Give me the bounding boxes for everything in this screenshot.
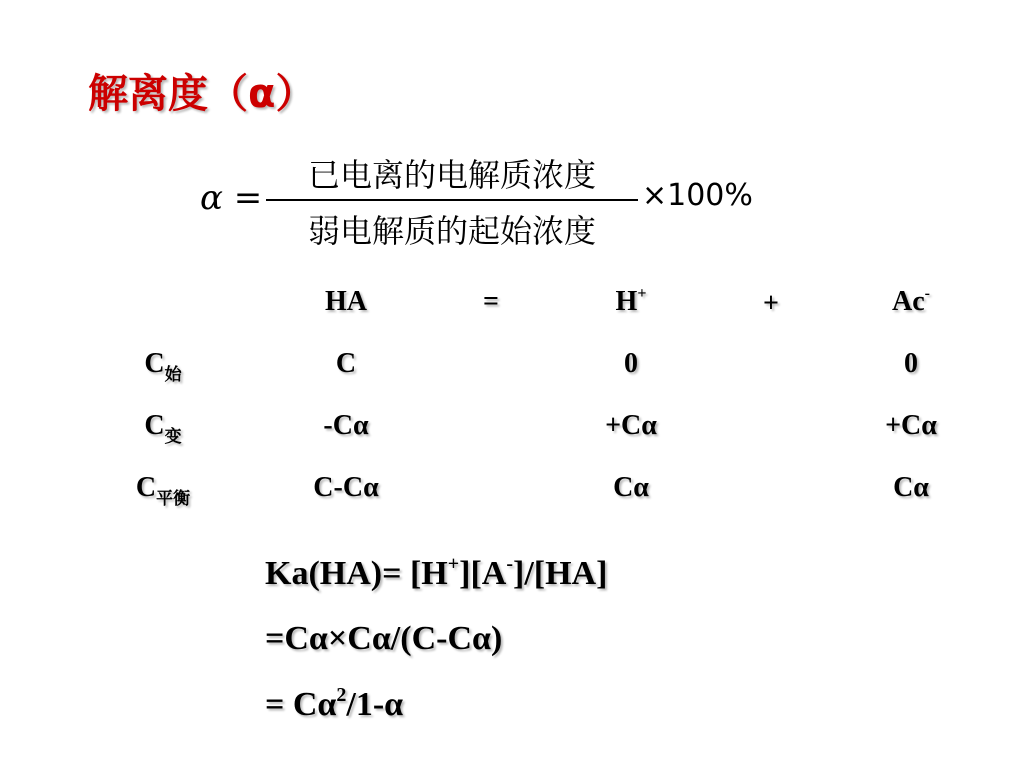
header-ha: HA <box>325 286 367 317</box>
alpha-formula <box>200 150 780 250</box>
row-label-change: $C_变$ <box>144 410 182 447</box>
formula-lhs: α = <box>200 178 263 218</box>
ka-expression-line1: Ka(HA)= [H+][A-]/[HA] <box>265 553 608 592</box>
row-initial-ha: C <box>335 348 357 379</box>
row-label-initial: $C_始$ <box>144 348 182 385</box>
row-equilibrium-ac: Cα <box>893 472 929 503</box>
header-ac-ion: Ac- <box>892 285 930 317</box>
row-equilibrium-ha: C-Cα <box>313 472 379 503</box>
row-change-ha: -Cα <box>323 410 369 441</box>
ka-expression-line3: = $C\alpha^2/1-\alpha$ <box>265 684 404 723</box>
row-equilibrium-h: Cα <box>613 472 649 503</box>
row-label-equilibrium: $C_{平衡}$ <box>135 472 191 509</box>
fraction-bar <box>266 199 638 201</box>
row-change-h: +Cα <box>605 410 657 441</box>
formula-rhs: ×100% <box>642 178 753 213</box>
ka-expression-line2: =Cα×Cα/(C-Cα) <box>265 620 503 657</box>
header-h-ion: H+ <box>615 285 647 317</box>
row-initial-h: 0 <box>624 348 638 379</box>
header-plus: + <box>763 288 779 319</box>
row-change-ac: +Cα <box>885 410 937 441</box>
header-equals: = <box>483 286 499 317</box>
row-initial-ac: 0 <box>904 348 918 379</box>
formula-denominator: 弱电解质的起始浓度 <box>307 212 596 250</box>
slide-title: 解离度（α） <box>88 71 316 117</box>
formula-numerator: 已电离的电解质浓度 <box>307 156 596 194</box>
